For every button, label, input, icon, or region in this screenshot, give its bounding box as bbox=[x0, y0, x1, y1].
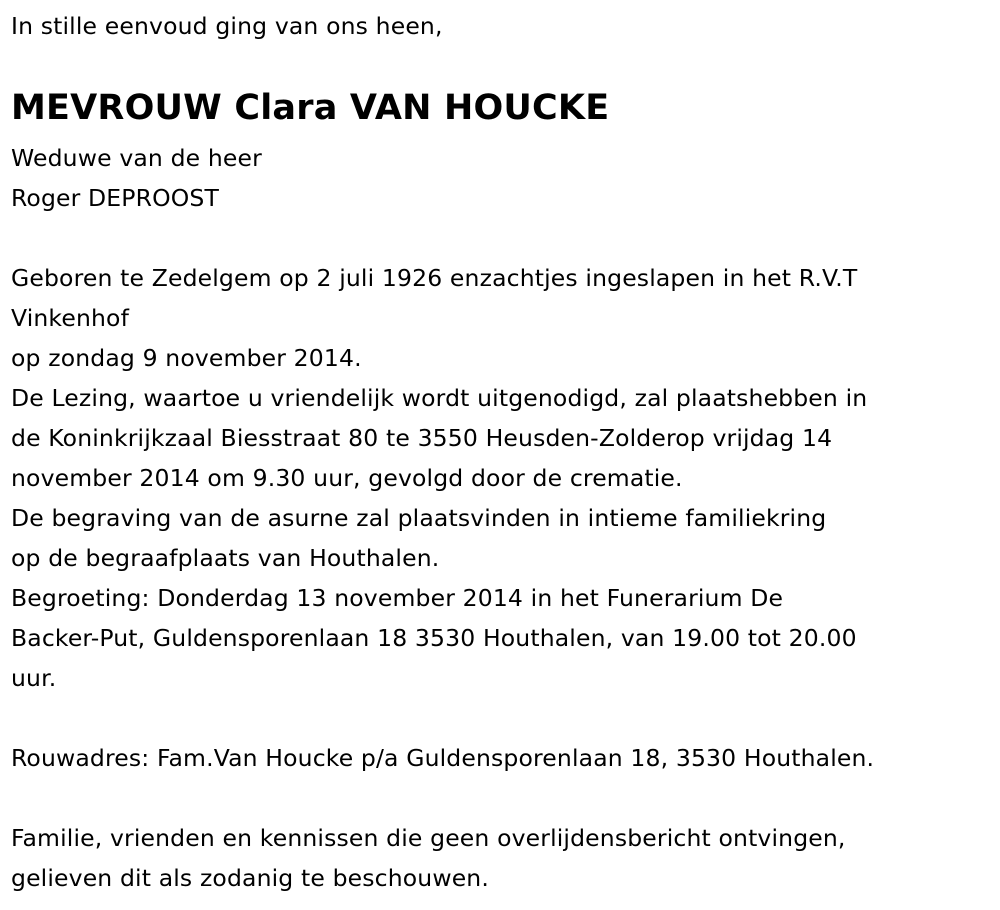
paragraph-spacer bbox=[11, 698, 986, 738]
body-line-11: uur. bbox=[11, 664, 57, 692]
spouse-line-2: Roger DEPROOST bbox=[11, 184, 219, 212]
body-line-9: Begroeting: Donderdag 13 november 2014 in het Funerarium De bbox=[11, 584, 784, 612]
closing-line-1: Familie, vrienden en kennissen die geen overlijdensbericht ontvingen, bbox=[11, 824, 846, 852]
body-line-10: Backer-Put, Guldensporenlaan 18 3530 Houthalen, van 19.00 tot 20.00 bbox=[11, 624, 857, 652]
mourning-address: Rouwadres: Fam.Van Houcke p/a Guldensporenlaan 18, 3530 Houthalen. bbox=[11, 744, 875, 772]
body-line-1: Geboren te Zedelgem op 2 juli 1926 enzachtjes ingeslapen in het R.V.T bbox=[11, 264, 858, 292]
body-line-2: Vinkenhof bbox=[11, 304, 130, 332]
body-line-8: op de begraafplaats van Houthalen. bbox=[11, 544, 440, 572]
body-line-7: De begraving van de asurne zal plaatsvinden in intieme familiekring bbox=[11, 504, 827, 532]
spouse-line-1: Weduwe van de heer bbox=[11, 144, 262, 172]
closing-line-2: gelieven dit als zodanig te beschouwen. bbox=[11, 864, 489, 892]
paragraph-spacer bbox=[11, 778, 986, 818]
body-line-5: de Koninkrijkzaal Biesstraat 80 te 3550 Heusden-Zolderop vrijdag 14 bbox=[11, 424, 833, 452]
paragraph-spacer bbox=[11, 218, 986, 258]
intro-text: In stille eenvoud ging van ons heen, bbox=[11, 12, 443, 40]
body-line-4: De Lezing, waartoe u vriendelijk wordt uitgenodigd, zal plaatshebben in bbox=[11, 384, 868, 412]
deceased-name: MEVROUW Clara VAN HOUCKE bbox=[11, 88, 610, 128]
body-line-3: op zondag 9 november 2014. bbox=[11, 344, 362, 372]
obituary-notice bbox=[11, 0, 986, 898]
body-line-6: november 2014 om 9.30 uur, gevolgd door de crematie. bbox=[11, 464, 683, 492]
